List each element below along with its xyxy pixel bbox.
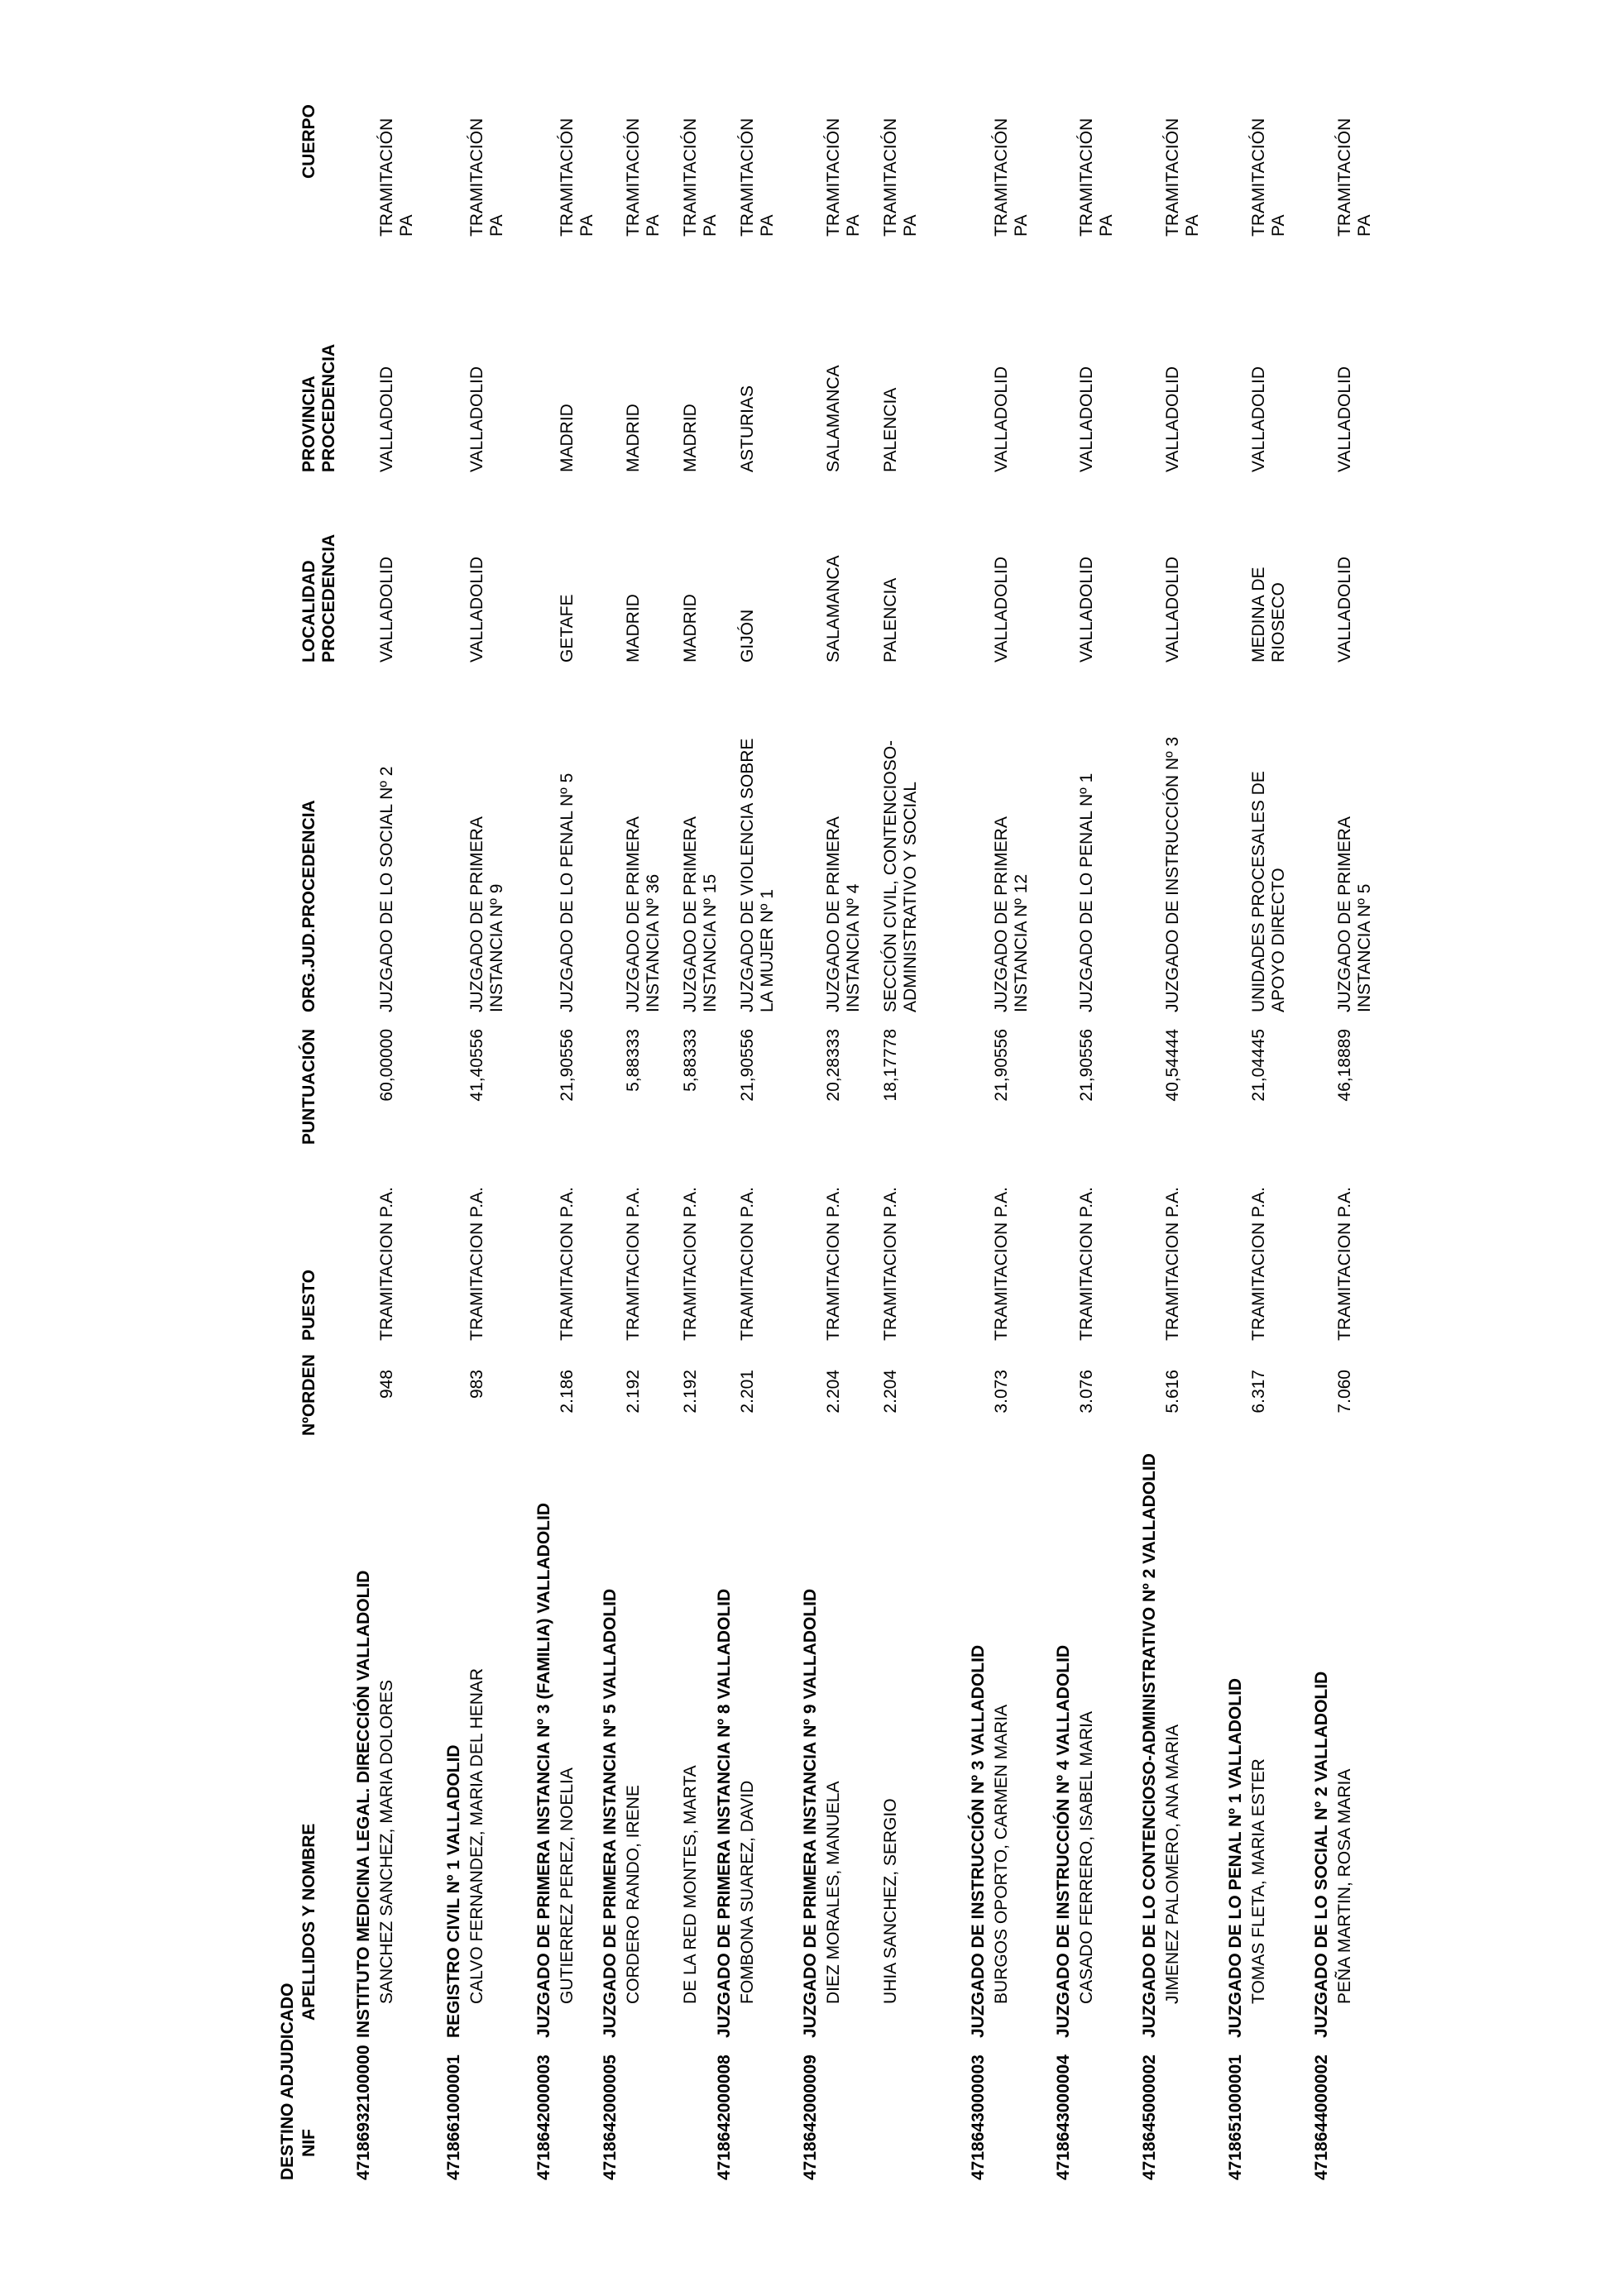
group-name: JUZGADO DE LO SOCIAL Nº 2 VALLADOLID (1312, 1671, 1331, 2038)
group-code: 4718643000004 (1054, 2054, 1073, 2180)
cell-puesto: TRAMITACION P.A. (558, 1187, 577, 1341)
cell-nombre: CASADO FERRERO, ISABEL MARIA (1077, 1711, 1096, 2004)
cell-organo: JUZGADO DE PRIMERA INSTANCIA Nº 15 (681, 817, 720, 1012)
cell-organo: JUZGADO DE PRIMERA INSTANCIA Nº 4 (824, 817, 863, 1012)
group-code: 4718651000001 (1226, 2054, 1245, 2180)
cell-orden: 3.076 (1077, 1370, 1096, 1413)
cell-orden: 2.204 (824, 1370, 843, 1413)
cell-localidad: VALLADOLID (1077, 557, 1096, 662)
group-name: REGISTRO CIVIL Nº 1 VALLADOLID (444, 1744, 463, 2038)
cell-provincia: VALLADOLID (1077, 366, 1096, 472)
cell-nombre: CORDERO RANDO, IRENE (624, 1785, 643, 2004)
cell-provincia: VALLADOLID (467, 366, 486, 472)
cell-organo: JUZGADO DE LO PENAL Nº 1 (1077, 773, 1096, 1012)
cell-puesto: TRAMITACION P.A. (624, 1187, 643, 1341)
cell-puesto: TRAMITACION P.A. (1335, 1187, 1354, 1341)
column-header-nif: NIF (299, 2129, 318, 2157)
cell-provincia: ASTURIAS (738, 385, 757, 472)
cell-organo: JUZGADO DE VIOLENCIA SOBRE LA MUJER Nº 1 (738, 738, 777, 1012)
cell-provincia: SALAMANCA (824, 365, 843, 472)
cell-provincia: VALLADOLID (1249, 366, 1268, 472)
cell-localidad: MADRID (624, 594, 643, 662)
cell-puesto: TRAMITACION P.A. (681, 1187, 700, 1341)
column-header-orden: NºORDEN (299, 1354, 318, 1436)
cell-localidad: VALLADOLID (992, 557, 1011, 662)
group-code: 4718643000003 (969, 2054, 988, 2180)
cell-orden: 2.192 (624, 1370, 643, 1413)
cell-orden: 2.186 (558, 1370, 577, 1413)
cell-orden: 6.317 (1249, 1370, 1268, 1413)
cell-puesto: TRAMITACION P.A. (1163, 1187, 1182, 1341)
cell-puesto: TRAMITACION P.A. (1249, 1187, 1268, 1341)
cell-provincia: MADRID (681, 404, 700, 472)
cell-orden: 2.192 (681, 1370, 700, 1413)
cell-puntuacion: 5,88333 (681, 1029, 700, 1092)
cell-cuerpo: TRAMITACIÓN PA (1335, 117, 1374, 237)
cell-nombre: SANCHEZ SANCHEZ, MARIA DOLORES (377, 1679, 396, 2004)
cell-organo: JUZGADO DE INSTRUCCIÓN Nº 3 (1163, 736, 1182, 1012)
cell-puntuacion: 46,18889 (1335, 1029, 1354, 1102)
cell-puesto: TRAMITACION P.A. (824, 1187, 843, 1341)
section-title: DESTINO ADJUDICADO (278, 1983, 297, 2180)
group-code: 4718642000009 (801, 2054, 820, 2180)
cell-nombre: FOMBONA SUAREZ, DAVID (738, 1780, 757, 2004)
cell-organo: JUZGADO DE LO PENAL Nº 5 (558, 773, 577, 1012)
cell-localidad: PALENCIA (881, 577, 900, 662)
cell-puesto: TRAMITACION P.A. (1077, 1187, 1096, 1341)
cell-provincia: VALLADOLID (1335, 366, 1354, 472)
cell-localidad: VALLADOLID (1335, 557, 1354, 662)
cell-localidad: VALLADOLID (1163, 557, 1182, 662)
cell-localidad: GETAFE (558, 594, 577, 662)
column-header-nombre: APELLIDOS Y NOMBRE (299, 1823, 318, 2021)
cell-orden: 7.060 (1335, 1370, 1354, 1413)
cell-cuerpo: TRAMITACIÓN PA (1249, 117, 1288, 237)
column-header-localidad: LOCALIDAD PROCEDENCIA (299, 533, 338, 662)
cell-puntuacion: 5,88333 (624, 1029, 643, 1092)
cell-puesto: TRAMITACION P.A. (881, 1187, 900, 1341)
column-header-puesto: PUESTO (299, 1270, 318, 1341)
cell-orden: 2.201 (738, 1370, 757, 1413)
cell-provincia: MADRID (624, 404, 643, 472)
group-code: 47186932100000 (354, 2045, 373, 2180)
group-name: JUZGADO DE LO CONTENCIOSO-ADMINISTRATIVO Nº 2 VALLADOLID (1140, 1453, 1159, 2038)
cell-cuerpo: TRAMITACIÓN PA (681, 117, 720, 237)
cell-orden: 948 (377, 1370, 396, 1399)
cell-puntuacion: 21,90556 (992, 1029, 1011, 1102)
cell-puntuacion: 20,28333 (824, 1029, 843, 1102)
cell-organo: SECCIÓN CIVIL, CONTENCIOSO-ADMINISTRATIVO Y SOCIAL (881, 739, 920, 1012)
column-header-provincia: PROVINCIA PROCEDENCIA (299, 343, 338, 472)
cell-organo: JUZGADO DE PRIMERA INSTANCIA Nº 12 (992, 817, 1031, 1012)
column-header-puntuacion: PUNTUACIÓN (299, 1029, 318, 1145)
cell-localidad: MEDINA DE RIOSECO (1249, 567, 1288, 662)
group-code: 4718645000002 (1140, 2054, 1159, 2180)
cell-nombre: TOMAS FLETA, MARIA ESTER (1249, 1758, 1268, 2004)
group-name: INSTITUTO MEDICINA LEGAL. DIRECCIÓN VALLADOLID (354, 1570, 373, 2038)
cell-provincia: VALLADOLID (992, 366, 1011, 472)
cell-cuerpo: TRAMITACIÓN PA (377, 117, 416, 237)
cell-cuerpo: TRAMITACIÓN PA (558, 117, 596, 237)
cell-organo: JUZGADO DE PRIMERA INSTANCIA Nº 36 (624, 817, 663, 1012)
group-code: 4718642000003 (534, 2054, 553, 2180)
cell-orden: 983 (467, 1370, 486, 1399)
group-name: JUZGADO DE PRIMERA INSTANCIA Nº 9 VALLADOLID (801, 1588, 820, 2038)
cell-puntuacion: 41,40556 (467, 1029, 486, 1102)
cell-provincia: MADRID (558, 404, 577, 472)
cell-puntuacion: 21,04445 (1249, 1029, 1268, 1102)
cell-orden: 3.073 (992, 1370, 1011, 1413)
cell-cuerpo: TRAMITACIÓN PA (824, 117, 863, 237)
cell-nombre: DIEZ MORALES, MANUELA (824, 1781, 843, 2004)
cell-nombre: CALVO FERNANDEZ, MARIA DEL HENAR (467, 1667, 486, 2004)
group-code: 4718642000005 (601, 2054, 620, 2180)
cell-puntuacion: 21,90556 (1077, 1029, 1096, 1102)
cell-cuerpo: TRAMITACIÓN PA (881, 117, 920, 237)
cell-puntuacion: 21,90556 (738, 1029, 757, 1102)
group-name: JUZGADO DE PRIMERA INSTANCIA Nº 8 VALLADOLID (715, 1588, 734, 2038)
group-code: 4718661000001 (444, 2054, 463, 2180)
cell-orden: 5.616 (1163, 1370, 1182, 1413)
cell-cuerpo: TRAMITACIÓN PA (467, 117, 506, 237)
cell-localidad: SALAMANCA (824, 555, 843, 662)
cell-puntuacion: 18,17778 (881, 1029, 900, 1102)
cell-nombre: PEÑA MARTIN, ROSA MARIA (1335, 1768, 1354, 2004)
column-header-cuerpo: CUERPO (299, 104, 318, 179)
cell-nombre: JIMENEZ PALOMERO, ANA MARIA (1163, 1724, 1182, 2004)
group-name: JUZGADO DE PRIMERA INSTANCIA Nº 5 VALLADOLID (601, 1588, 620, 2038)
cell-organo: JUZGADO DE LO SOCIAL Nº 2 (377, 766, 396, 1012)
cell-provincia: PALENCIA (881, 387, 900, 472)
group-name: JUZGADO DE PRIMERA INSTANCIA Nº 3 (FAMILIA) VALLADOLID (534, 1503, 553, 2038)
cell-organo: JUZGADO DE PRIMERA INSTANCIA Nº 9 (467, 817, 506, 1012)
cell-cuerpo: TRAMITACIÓN PA (624, 117, 663, 237)
cell-nombre: BURGOS OPORTO, CARMEN MARIA (992, 1704, 1011, 2004)
column-header-organo: ORG.JUD.PROCEDENCIA (299, 800, 318, 1012)
group-name: JUZGADO DE INSTRUCCIÓN Nº 4 VALLADOLID (1054, 1644, 1073, 2038)
cell-cuerpo: TRAMITACIÓN PA (738, 117, 777, 237)
cell-provincia: VALLADOLID (377, 366, 396, 472)
group-name: JUZGADO DE INSTRUCCIÓN Nº 3 VALLADOLID (969, 1644, 988, 2038)
cell-orden: 2.204 (881, 1370, 900, 1413)
cell-nombre: GUTIERREZ PEREZ, NOELIA (558, 1767, 577, 2004)
cell-cuerpo: TRAMITACIÓN PA (1163, 117, 1202, 237)
cell-organo: UNIDADES PROCESALES DE APOYO DIRECTO (1249, 771, 1288, 1012)
cell-nombre: UHIA SANCHEZ, SERGIO (881, 1798, 900, 2004)
cell-localidad: VALLADOLID (467, 557, 486, 662)
cell-localidad: GIJÓN (738, 609, 757, 662)
cell-puntuacion: 60,00000 (377, 1029, 396, 1102)
cell-provincia: VALLADOLID (1163, 366, 1182, 472)
cell-cuerpo: TRAMITACIÓN PA (992, 117, 1031, 237)
cell-puntuacion: 21,90556 (558, 1029, 577, 1102)
cell-puesto: TRAMITACION P.A. (467, 1187, 486, 1341)
cell-localidad: VALLADOLID (377, 557, 396, 662)
group-code: 4718642000008 (715, 2054, 734, 2180)
cell-puesto: TRAMITACION P.A. (377, 1187, 396, 1341)
cell-puesto: TRAMITACION P.A. (738, 1187, 757, 1341)
cell-puesto: TRAMITACION P.A. (992, 1187, 1011, 1341)
cell-cuerpo: TRAMITACIÓN PA (1077, 117, 1116, 237)
group-name: JUZGADO DE LO PENAL Nº 1 VALLADOLID (1226, 1677, 1245, 2038)
cell-organo: JUZGADO DE PRIMERA INSTANCIA Nº 5 (1335, 817, 1374, 1012)
cell-localidad: MADRID (681, 594, 700, 662)
group-code: 4718644000002 (1312, 2054, 1331, 2180)
cell-puntuacion: 40,54444 (1163, 1029, 1182, 1102)
cell-nombre: DE LA RED MONTES, MARTA (681, 1765, 700, 2004)
